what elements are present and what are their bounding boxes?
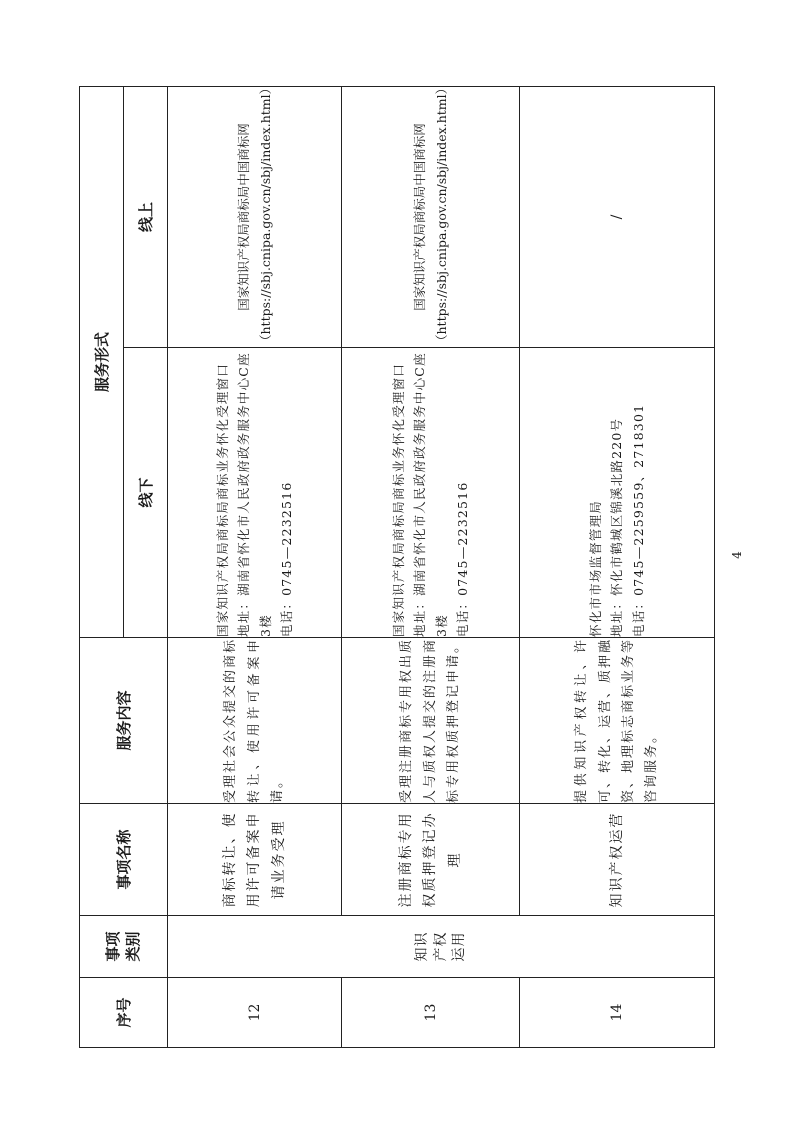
page-number: 4	[729, 551, 744, 559]
row-online: /	[520, 86, 715, 347]
row-offline	[520, 348, 715, 638]
offline-line: 电话：0745—2232516	[455, 481, 470, 637]
table-row	[520, 86, 715, 1047]
category-label: 知识产权运用	[413, 931, 468, 962]
header-offline: 线下	[124, 348, 168, 638]
offline-line: 国家知识产权局商标局商标业务怀化受理窗口	[390, 362, 406, 637]
offline-line: 地址：怀化市鹤城区锦溪北路220号	[609, 417, 625, 637]
rotated-table-stage	[79, 81, 714, 1048]
row-seq: 12	[168, 978, 342, 1048]
header-seq: 序号	[80, 978, 168, 1048]
category-cell	[168, 916, 715, 978]
row-online	[168, 81, 342, 347]
offline-line: 国家知识产权局商标局商标业务怀化受理窗口	[214, 362, 230, 637]
offline-line: 怀化市市场监督管理局	[587, 499, 603, 637]
online-line: 国家知识产权局商标局中国商标网	[235, 123, 251, 311]
row-item-name: 商标转让、使用许可备案申请业务受理	[168, 804, 342, 916]
row-content: 受理社会公众提交的商标转让、使用许可备案申请。	[168, 638, 342, 804]
online-line: （https://sbj.cnipa.gov.cn/sbj/index.html）	[433, 81, 449, 347]
row-content: 受理注册商标专用权出质人与质权人提交的注册商标专用权质押登记申请。	[342, 638, 520, 804]
header-category	[80, 916, 168, 978]
table-row	[342, 86, 520, 1047]
row-offline	[168, 348, 342, 638]
offline-line: 地址：湖南省怀化市人民政府政务服务中心C座3楼	[236, 352, 273, 637]
online-line: 国家知识产权局商标局中国商标网	[411, 123, 427, 311]
header-category-label: 事项类别	[104, 931, 142, 962]
online-line: （https://sbj.cnipa.gov.cn/sbj/index.html）	[257, 81, 273, 347]
table-row	[168, 86, 342, 1047]
row-item-name: 知识产权运营	[520, 804, 715, 916]
offline-line: 电话：0745—2259559、2718301	[630, 403, 646, 637]
header-service-form: 服务形式	[80, 86, 124, 637]
row-content: 提供知识产权转让、许可、转化、运营、质押融资、地理标志商标业务等咨询服务。	[520, 638, 715, 804]
offline-line: 电话：0745—2232516	[279, 481, 294, 637]
row-seq: 14	[520, 978, 715, 1048]
row-item-name: 注册商标专用权质押登记办理	[342, 804, 520, 916]
header-content: 服务内容	[80, 638, 168, 804]
row-online	[342, 81, 520, 347]
row-offline	[342, 348, 520, 638]
header-item-name: 事项名称	[80, 804, 168, 916]
header-online: 线上	[124, 86, 168, 347]
offline-line: 地址：湖南省怀化市人民政府政务服务中心C座3楼	[412, 352, 449, 637]
service-table	[79, 81, 715, 1048]
row-seq: 13	[342, 978, 520, 1048]
